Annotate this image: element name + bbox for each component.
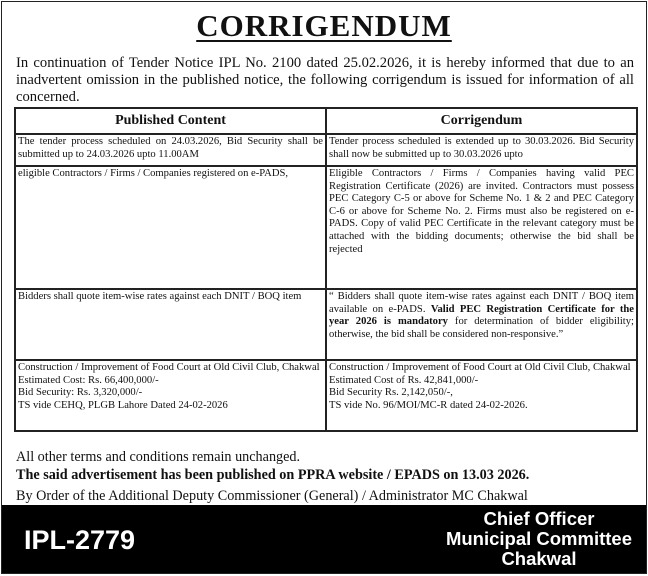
signatory-title: Chief Officer [483,508,595,529]
published-line: Construction / Improvement of Food Court at Old Civil Club, Chakwal [18,362,320,373]
corrigendum-cell [326,289,637,360]
corrigendum-line: Construction / Improvement of Food Court at Old Civil Club, Chakwal [329,362,631,373]
header-published-content: Published Content [15,108,326,134]
corrigendum-text-part: “ Bidders shall quote item-wise rates against each DNIT / BOQ item available on e-PADS. [329,291,634,315]
published-cell: eligible Contractors / Firms / Companies registered on e-PADS, [15,166,326,289]
corrigendum-cell: Eligible Contractors / Firms / Companies having valid PEC Registration Certificate (2026) are invited. Contractors must possess PEC Category C-5 or above for Scheme No. 1 & 2 and PEC Category C-6 or above for Scheme No. 2. Firms must also be registered on e-PADS. Copy of valid PEC Certificate in the relevant category must be attached with the bidding documents; otherwise the bid shall be rejected [326,166,637,289]
table-row [15,289,637,360]
corrigendum-line: Estimated Cost of Rs. 42,841,000/- [329,374,479,386]
published-line: Bid Security: Rs. 3,320,000/- [18,387,143,399]
page-title: CORRIGENDUM [196,8,452,43]
header-corrigendum: Corrigendum [326,108,637,134]
corrigendum-text-part: for determination of bidder eligibility; otherwise, the bid shall be considered non-responsive.” [329,316,634,340]
published-notice-text: The said advertisement has been published on PPRA website / EPADS on 13.03 2026. [16,467,530,483]
published-line: TS vide CEHQ, PLGB Lahore Dated 24-02-2026 [18,399,228,411]
signatory-block [446,509,632,569]
corrigendum-line: Bid Security Rs. 2,142,050/-, [329,387,453,399]
corrigendum-cell: Tender process scheduled is extended up to 30.03.2026. Bid Security shall now be submitted up to 30.03.2026 upto [326,134,637,166]
table-row [15,166,637,289]
intro-paragraph: In continuation of Tender Notice IPL No. 2100 dated 25.02.2026, it is hereby informed that due to an inadvertent omission in the published notice, the following corrigendum is issued for information of all concerned. [16,55,634,105]
published-line: Estimated Cost: Rs. 66,400,000/- [18,374,159,386]
published-cell: Bidders shall quote item-wise rates against each DNIT / BOQ item [15,289,326,360]
table-row [15,360,637,431]
signatory-city: Chakwal [501,548,577,569]
ipl-number: IPL-2779 [24,525,136,555]
footer-banner [2,505,646,573]
corrigendum-bold-text: Valid PEC Registration Certificate for the year 2026 is mandatory [329,303,634,328]
corrigendum-line: TS vide No. 96/MOI/MC-R dated 24-02-2026. [329,399,528,411]
corrigendum-cell [326,360,637,431]
table-row [15,134,637,166]
remarks-text: All other terms and conditions remain unchanged. [16,449,301,465]
published-cell: The tender process scheduled on 24.03.2026, Bid Security shall be submitted up to 24.03.2026 upto 11.00AM [15,134,326,166]
corrigendum-notice [1,1,647,574]
published-cell [15,360,326,431]
signatory-office: Municipal Committee [445,528,632,549]
order-text: By Order of the Additional Deputy Commissioner (General) / Administrator MC Chakwal [16,488,528,504]
corrigendum-table [14,107,638,432]
